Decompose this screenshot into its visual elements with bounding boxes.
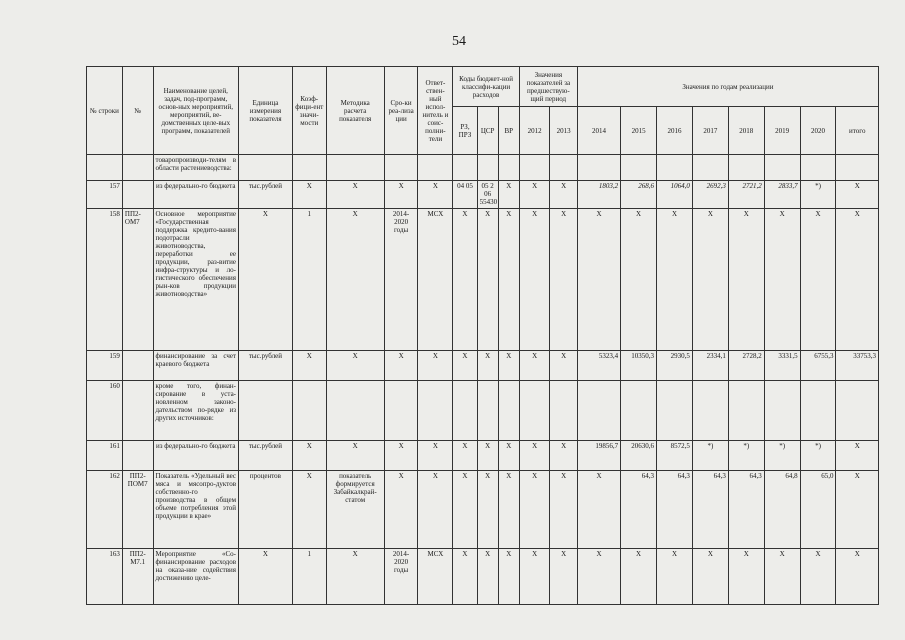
row-2013: X [550, 181, 577, 209]
row-number: 163 [87, 549, 123, 605]
row-2016: X [657, 209, 693, 351]
row-terms: X [384, 181, 418, 209]
row-total: X [836, 209, 879, 351]
header-2013: 2013 [550, 107, 577, 155]
row-2019: 64,8 [764, 471, 800, 549]
row-2017: 2334,1 [692, 351, 728, 381]
table-row [87, 351, 879, 381]
row-2014: X [577, 471, 620, 549]
row-name: товаропроизводи-телям в области растениеводства: [153, 155, 239, 181]
row-rz: X [453, 441, 477, 471]
row-2015: 20630,6 [621, 441, 657, 471]
row-method: X [326, 351, 384, 381]
table-row [87, 155, 879, 181]
header-coef: Коэф-фици-ент значи-мости [292, 67, 326, 155]
row-number: 159 [87, 351, 123, 381]
row-resp: X [418, 441, 453, 471]
row-2017: *) [692, 441, 728, 471]
row-resp: X [418, 351, 453, 381]
header-2015: 2015 [621, 107, 657, 155]
row-total: X [836, 471, 879, 549]
row-rz: X [453, 209, 477, 351]
row-vr: X [498, 209, 519, 351]
row-number: 158 [87, 209, 123, 351]
row-terms: 2014-2020 годы [384, 549, 418, 605]
row-2014: X [577, 209, 620, 351]
row-2014: 1803,2 [577, 181, 620, 209]
row-rz: X [453, 351, 477, 381]
row-2012: X [519, 181, 550, 209]
row-unit: процентов [239, 471, 293, 549]
table-row [87, 181, 879, 209]
row-2020: X [800, 549, 836, 605]
row-resp: X [418, 471, 453, 549]
row-2012: X [519, 471, 550, 549]
row-coef: X [292, 351, 326, 381]
table-row [87, 441, 879, 471]
row-coef: X [292, 181, 326, 209]
row-2019: 3331,5 [764, 351, 800, 381]
row-name: Мероприятие «Со-финансирование расходов на оказа-ние содействия достижению целе- [153, 549, 239, 605]
header-2018: 2018 [728, 107, 764, 155]
row-coef: X [292, 441, 326, 471]
row-unit: X [239, 549, 293, 605]
row-unit: тыс.рублей [239, 351, 293, 381]
row-resp: МСХ [418, 209, 453, 351]
row-coef: 1 [292, 549, 326, 605]
header-2019: 2019 [764, 107, 800, 155]
row-2015: 268,6 [621, 181, 657, 209]
header-prev-values: Значения показателей за предшествую-щий период [519, 67, 577, 107]
row-total: X [836, 181, 879, 209]
header-responsible: Ответ-ствен-ный испол-нитель и соис-полни-тели [418, 67, 453, 155]
row-resp: X [418, 181, 453, 209]
row-name: кроме того, финан-сирование в уста-новленном законо-дательством по-рядке из других источников: [153, 381, 239, 441]
header-2020: 2020 [800, 107, 836, 155]
row-terms: X [384, 351, 418, 381]
row-2016: 2930,5 [657, 351, 693, 381]
row-2019: *) [764, 441, 800, 471]
row-number: 162 [87, 471, 123, 549]
row-2018: 2721,2 [728, 181, 764, 209]
row-rz: X [453, 549, 477, 605]
row-2018: 2728,2 [728, 351, 764, 381]
row-2013: X [550, 209, 577, 351]
header-name: Наименование целей, задач, под-программ, основ-ных мероприятий, мероприятий, ве-домственных целе-вых программ, показателей [153, 67, 239, 155]
row-csr: 05 2 06 55430 [477, 181, 498, 209]
header-csr: ЦСР [477, 107, 498, 155]
row-2018: *) [728, 441, 764, 471]
row-total: X [836, 549, 879, 605]
row-csr: X [477, 441, 498, 471]
row-name: Показатель «Удельный вес мяса и мясопро-дуктов собственно-го производства в общем объеме потребления этой продукции в крае» [153, 471, 239, 549]
row-2020: 6755,3 [800, 351, 836, 381]
row-coef: X [292, 471, 326, 549]
row-2017: 64,3 [692, 471, 728, 549]
row-method: X [326, 549, 384, 605]
row-2018: X [728, 209, 764, 351]
row-2013: X [550, 441, 577, 471]
row-coef: 1 [292, 209, 326, 351]
table-row [87, 381, 879, 441]
row-2016: 8572,5 [657, 441, 693, 471]
row-csr: X [477, 549, 498, 605]
row-2017: X [692, 209, 728, 351]
row-vr: X [498, 471, 519, 549]
row-name: Основное мероприятие «Государственная поддержка кредито-вания подотрасли животноводства, переработки ее продукции, раз-витие инфра-структуры и ло-гистического обеспечения рын-ков продукции животноводства» [153, 209, 239, 351]
row-2018: 64,3 [728, 471, 764, 549]
row-code: ПП2-М7.1 [122, 549, 153, 605]
row-csr: X [477, 471, 498, 549]
row-2014: X [577, 549, 620, 605]
program-table [86, 66, 879, 605]
header-total: итого [836, 107, 879, 155]
table-row [87, 209, 879, 351]
row-2019: X [764, 549, 800, 605]
row-terms: X [384, 441, 418, 471]
row-2013: X [550, 351, 577, 381]
row-csr: X [477, 209, 498, 351]
row-method: показатель формируется Забайкалкрай-статом [326, 471, 384, 549]
row-2012: X [519, 549, 550, 605]
row-number: 161 [87, 441, 123, 471]
row-2019: 2833,7 [764, 181, 800, 209]
header-rz: РЗ, ПРЗ [453, 107, 477, 155]
row-2016: 64,3 [657, 471, 693, 549]
header-2017: 2017 [692, 107, 728, 155]
row-rz: X [453, 471, 477, 549]
row-2015: X [621, 549, 657, 605]
row-method: X [326, 209, 384, 351]
row-method: X [326, 181, 384, 209]
row-2020: *) [800, 181, 836, 209]
row-resp: МСХ [418, 549, 453, 605]
row-name: из федерально-го бюджета [153, 441, 239, 471]
row-2015: 64,3 [621, 471, 657, 549]
row-rz: 04 05 [453, 181, 477, 209]
row-2014: 5323,4 [577, 351, 620, 381]
header-2014: 2014 [577, 107, 620, 155]
row-2012: X [519, 209, 550, 351]
row-number: 160 [87, 381, 123, 441]
header-row-no: № строки [87, 67, 123, 155]
row-vr: X [498, 549, 519, 605]
row-vr: X [498, 181, 519, 209]
row-2020: 65,0 [800, 471, 836, 549]
row-terms: X [384, 471, 418, 549]
row-2016: X [657, 549, 693, 605]
row-name: из федерально-го бюджета [153, 181, 239, 209]
table-row [87, 549, 879, 605]
header-year-values: Значения по годам реализации [577, 67, 878, 107]
page-number: 54 [452, 34, 466, 49]
header-budget-codes: Коды бюджет-ной классифи-кации расходов [453, 67, 520, 107]
row-2017: 2692,3 [692, 181, 728, 209]
row-code: ПП2-ОМ7 [122, 209, 153, 351]
header-2012: 2012 [519, 107, 550, 155]
table-row [87, 471, 879, 549]
row-vr: X [498, 351, 519, 381]
row-2015: 10350,3 [621, 351, 657, 381]
row-2020: X [800, 209, 836, 351]
row-method: X [326, 441, 384, 471]
row-vr: X [498, 441, 519, 471]
row-total: 33753,3 [836, 351, 879, 381]
row-2014: 19856,7 [577, 441, 620, 471]
header-unit: Единица измерения показателя [239, 67, 293, 155]
row-2015: X [621, 209, 657, 351]
row-unit: тыс.рублей [239, 441, 293, 471]
row-total: X [836, 441, 879, 471]
row-csr: X [477, 351, 498, 381]
header-vr: ВР [498, 107, 519, 155]
row-2012: X [519, 351, 550, 381]
header-2016: 2016 [657, 107, 693, 155]
row-2012: X [519, 441, 550, 471]
row-2017: X [692, 549, 728, 605]
row-unit: X [239, 209, 293, 351]
row-unit: тыс.рублей [239, 181, 293, 209]
row-number: 157 [87, 181, 123, 209]
header-no: № [122, 67, 153, 155]
header-terms: Сро-ки реа-лиза ции [384, 67, 418, 155]
row-code: ПП2-ПОМ7 [122, 471, 153, 549]
row-2013: X [550, 471, 577, 549]
row-2013: X [550, 549, 577, 605]
header-method: Методика расчета показателя [326, 67, 384, 155]
row-name: финансирование за счет краевого бюджета [153, 351, 239, 381]
row-2016: 1064,0 [657, 181, 693, 209]
row-2020: *) [800, 441, 836, 471]
row-2019: X [764, 209, 800, 351]
row-2018: X [728, 549, 764, 605]
row-terms: 2014-2020 годы [384, 209, 418, 351]
